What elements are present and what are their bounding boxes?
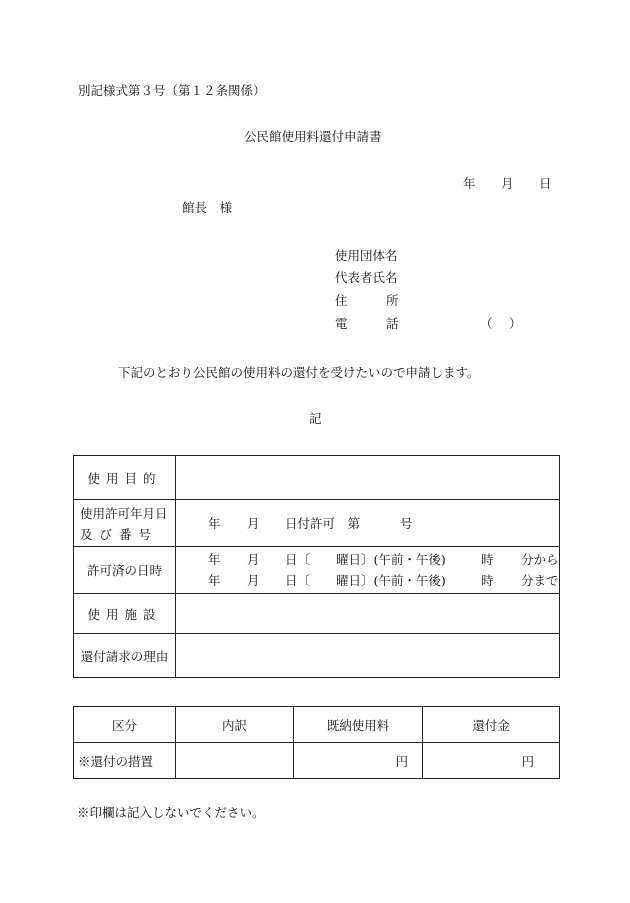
- datetime-value[interactable]: [176, 547, 560, 594]
- facility-label-cell: [74, 594, 176, 634]
- refund-value[interactable]: [423, 743, 560, 779]
- date-day: 日: [539, 176, 552, 191]
- reason-label: 還付請求の理由: [80, 648, 169, 664]
- applicant-address-b: 所: [386, 293, 399, 308]
- facility-label: 使用施設: [87, 606, 162, 622]
- form-number: 別記様式第３号（第１２条関係）: [78, 83, 266, 98]
- dt-hour-2: 時: [481, 573, 494, 588]
- applicant-phone-a: 電: [335, 316, 348, 331]
- refund-yen: 円: [521, 753, 534, 769]
- breakdown-value[interactable]: [176, 743, 294, 779]
- dt-weekday-2: 曜日〕(午前・午後): [336, 573, 446, 588]
- dt-to: 分まで: [521, 573, 559, 588]
- page-title: 公民館使用料還付申請書: [244, 129, 382, 144]
- ki-heading: 記: [309, 411, 322, 426]
- paid-fee-yen: 円: [395, 753, 408, 769]
- purpose-label: 使用目的: [87, 470, 162, 486]
- addressee: 館長 様: [182, 200, 233, 215]
- purpose-value[interactable]: [176, 456, 560, 500]
- date-year: 年: [463, 176, 476, 191]
- applicant-group-name: 使用団体名: [335, 248, 398, 263]
- footnote: ※印欄は記入しないでください。: [77, 805, 265, 820]
- refund-table: [73, 706, 560, 779]
- reason-value[interactable]: [176, 634, 560, 678]
- date-month: 月: [501, 176, 514, 191]
- dt-year-1: 年: [208, 552, 221, 567]
- facility-value[interactable]: [176, 594, 560, 634]
- row-label: ※還付の措置: [74, 743, 176, 779]
- dt-day-1: 日〔: [285, 552, 311, 567]
- purpose-label-cell: [74, 456, 176, 500]
- dt-day-2: 日〔: [285, 573, 311, 588]
- dt-hour-1: 時: [481, 552, 494, 567]
- dt-month-1: 月: [247, 552, 260, 567]
- reason-label-cell: [74, 634, 176, 678]
- applicant-address-a: 住: [335, 293, 348, 308]
- permit-month: 月: [247, 516, 260, 531]
- permit-label-cell: [74, 500, 176, 547]
- applicant-phone-paren: （ ）: [480, 316, 522, 331]
- dt-year-2: 年: [208, 573, 221, 588]
- dt-from: 分から: [521, 552, 559, 567]
- details-table: [73, 455, 560, 678]
- header-refund: 還付金: [423, 707, 560, 743]
- permit-label-1: 使用許可年月日: [80, 506, 168, 521]
- permit-label-2: 及び番号: [80, 527, 159, 542]
- header-category: 区分: [74, 707, 176, 743]
- permit-year: 年: [208, 516, 221, 531]
- applicant-phone-b: 話: [386, 316, 399, 331]
- permit-go: 号: [400, 516, 413, 531]
- header-paid-fee: 既納使用料: [294, 707, 423, 743]
- permit-date-no: 日付許可 第: [285, 516, 361, 531]
- header-breakdown: 内訳: [176, 707, 294, 743]
- datetime-label-cell: [74, 547, 176, 594]
- applicant-representative: 代表者氏名: [335, 270, 398, 285]
- dt-weekday-1: 曜日〕(午前・午後): [336, 552, 446, 567]
- permit-value[interactable]: [176, 500, 560, 547]
- datetime-label: 許可済の日時: [86, 563, 162, 578]
- paid-fee-value[interactable]: [294, 743, 423, 779]
- statement: 下記のとおり公民館の使用料の還付を受けたいので申請します。: [118, 365, 480, 380]
- dt-month-2: 月: [247, 573, 260, 588]
